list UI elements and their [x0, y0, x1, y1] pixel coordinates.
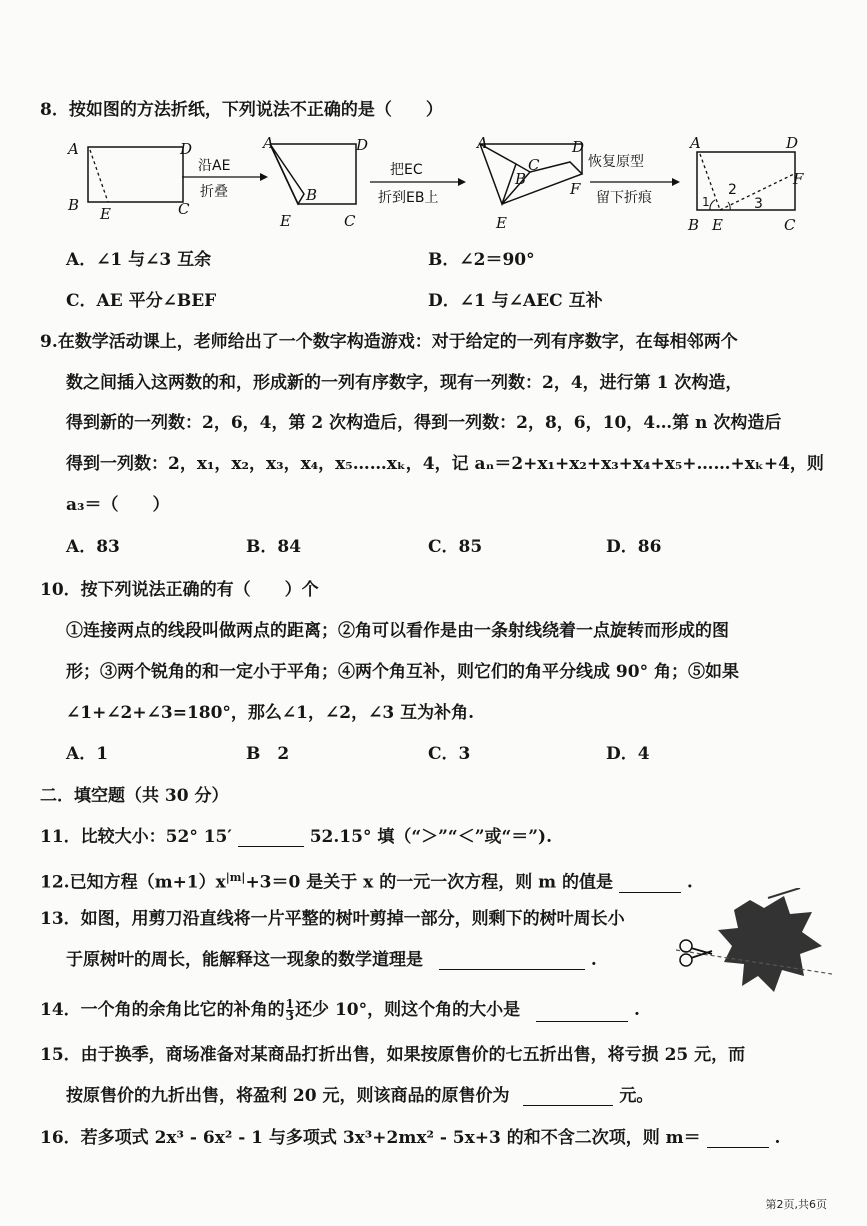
- q8-folding-figure: [60, 132, 820, 237]
- svg-text:恢复原型: 恢复原型: [588, 154, 644, 170]
- q10-option-a[interactable]: A．1: [66, 744, 109, 764]
- svg-text:F: F: [793, 170, 804, 188]
- svg-text:B: B: [68, 196, 80, 214]
- svg-text:1: 1: [702, 195, 710, 209]
- q9-option-a[interactable]: A．83: [66, 537, 120, 557]
- q12: [40, 868, 693, 893]
- q11-answer-blank[interactable]: [238, 830, 304, 847]
- svg-text:C: C: [344, 212, 356, 230]
- q9-line-5: a₃＝（ ）: [66, 495, 170, 515]
- svg-text:A: A: [68, 140, 79, 158]
- svg-text:2: 2: [728, 182, 737, 198]
- q8-option-a[interactable]: A．∠1 与∠3 互余: [66, 250, 212, 270]
- q16-text: 16．若多项式 2x³ - 6x² - 1 与多项式 3x³+2mx² - 5x+3 的和不含二次项，则 m＝: [40, 1128, 701, 1148]
- svg-text:沿AE: 沿AE: [198, 158, 231, 174]
- q9-line-3: 得到新的一列数：2，6，4，第 2 次构造后，得到一列数：2，8，6，10，4…第 n 次构造后: [66, 413, 782, 433]
- q14-answer-blank[interactable]: [536, 1005, 628, 1022]
- q11: [40, 827, 552, 847]
- q10-line-3: ∠1+∠2+∠3=180°，那么∠1，∠2，∠3 互为补角.: [66, 703, 474, 723]
- q12-end: .: [686, 872, 693, 893]
- q11-prefix: 11．比较大小：52° 15′: [40, 827, 232, 847]
- q12-exponent: |m|: [225, 871, 246, 884]
- q14-fraction: $\frac{1}{3}$: [285, 997, 295, 1023]
- q8-option-b[interactable]: B．∠2＝90°: [428, 250, 535, 270]
- q10-option-c[interactable]: C．3: [428, 744, 471, 764]
- q14-suffix: 还少 10°，则这个角的大小是: [295, 1000, 521, 1020]
- q10-option-b[interactable]: B 2: [246, 744, 290, 764]
- q13-end: .: [590, 950, 597, 970]
- q12-prefix: 12.已知方程（m+1）x: [40, 872, 226, 893]
- q8-stem: 8．按如图的方法折纸，下列说法不正确的是（ ）: [40, 100, 443, 120]
- svg-text:F: F: [570, 180, 581, 198]
- q11-suffix: 52.15° 填（“＞”“＜”或“＝”).: [309, 827, 553, 847]
- svg-text:留下折痕: 留下折痕: [596, 190, 652, 206]
- leaf-scissors-figure: [672, 888, 842, 998]
- q8-option-d[interactable]: D．∠1 与∠AEC 互补: [428, 291, 603, 311]
- q14-prefix: 14．一个角的余角比它的补角的: [40, 1000, 285, 1020]
- scissors-icon: [680, 940, 712, 966]
- q10-line-1: ①连接两点的线段叫做两点的距离；②角可以看作是由一条射线绕着一点旋转而形成的图: [66, 621, 729, 641]
- svg-text:E: E: [496, 214, 507, 232]
- q15-line-1: 15．由于换季，商场准备对某商品打折出售，如果按原售价的七五折出售，将亏损 25 元，而: [40, 1045, 746, 1065]
- q13-line-2-wrap: [66, 950, 597, 970]
- q16-answer-blank[interactable]: [707, 1131, 769, 1148]
- svg-text:C: C: [784, 216, 796, 234]
- q13-answer-blank[interactable]: [439, 953, 585, 970]
- q13-line-1: 13．如图，用剪刀沿直线将一片平整的树叶剪掉一部分，则剩下的树叶周长小: [40, 909, 625, 929]
- q15-line-2: 按原售价的九折出售，将盈利 20 元，则该商品的原售价为: [66, 1086, 510, 1106]
- svg-text:A: A: [477, 134, 488, 152]
- q12-suffix: +3＝0 是关于 x 的一元一次方程，则 m 的值是: [245, 872, 614, 893]
- svg-text:E: E: [100, 205, 111, 223]
- svg-text:D: D: [572, 138, 585, 156]
- q16: [40, 1128, 780, 1148]
- q10-stem: 10．按下列说法正确的有（ ）个: [40, 580, 319, 600]
- q10-option-d[interactable]: D．4: [606, 744, 650, 764]
- svg-text:D: D: [786, 134, 799, 152]
- page-number: 第2页,共6页: [765, 1198, 827, 1211]
- svg-text:A: A: [263, 134, 274, 152]
- svg-text:B: B: [306, 186, 318, 204]
- svg-text:把EC: 把EC: [390, 162, 423, 178]
- q10-line-2: 形；③两个锐角的和一定小于平角；④两个角互补，则它们的角平分线成 90° 角；⑤如果: [66, 662, 739, 682]
- q8-option-c[interactable]: C．AE 平分∠BEF: [66, 291, 217, 311]
- q14: [40, 999, 640, 1022]
- svg-text:A: A: [690, 134, 701, 152]
- q9-option-c[interactable]: C．85: [428, 537, 483, 557]
- q15-end: 元。: [619, 1086, 654, 1106]
- q9-option-d[interactable]: D．86: [606, 537, 662, 557]
- svg-text:折到EB上: 折到EB上: [378, 190, 439, 206]
- leaf-shape: [718, 896, 822, 992]
- q14-end: .: [633, 1000, 640, 1020]
- q16-end: .: [774, 1128, 781, 1148]
- svg-text:E: E: [280, 212, 291, 230]
- svg-text:E: E: [712, 216, 723, 234]
- svg-text:B: B: [688, 216, 700, 234]
- q15-line-2-wrap: [66, 1086, 653, 1106]
- svg-text:C: C: [178, 200, 190, 218]
- q9-line-1: 9.在数学活动课上，老师给出了一个数字构造游戏：对于给定的一列有序数字，在每相邻两个: [40, 332, 738, 352]
- q9-line-4: 得到一列数：2，x₁，x₂，x₃，x₄，x₅……xₖ，4，记 aₙ＝2+x₁+x₂+x₃+x₄+x₅+……+xₖ+4，则: [66, 454, 824, 474]
- svg-text:折叠: 折叠: [200, 184, 228, 200]
- svg-text:D: D: [356, 136, 369, 154]
- q13-line-2: 于原树叶的周长，能解释这一现象的数学道理是: [66, 950, 423, 970]
- q15-answer-blank[interactable]: [523, 1089, 613, 1106]
- svg-text:B: B: [515, 170, 527, 188]
- q9-option-b[interactable]: B．84: [246, 537, 302, 557]
- svg-text:3: 3: [754, 196, 763, 212]
- svg-text:D: D: [180, 140, 193, 158]
- section-2-heading: 二．填空题（共 30 分）: [40, 786, 229, 806]
- svg-text:C: C: [528, 156, 540, 174]
- q9-line-2: 数之间插入这两数的和，形成新的一列有序数字，现有一列数：2，4，进行第 1 次构造，: [66, 373, 743, 393]
